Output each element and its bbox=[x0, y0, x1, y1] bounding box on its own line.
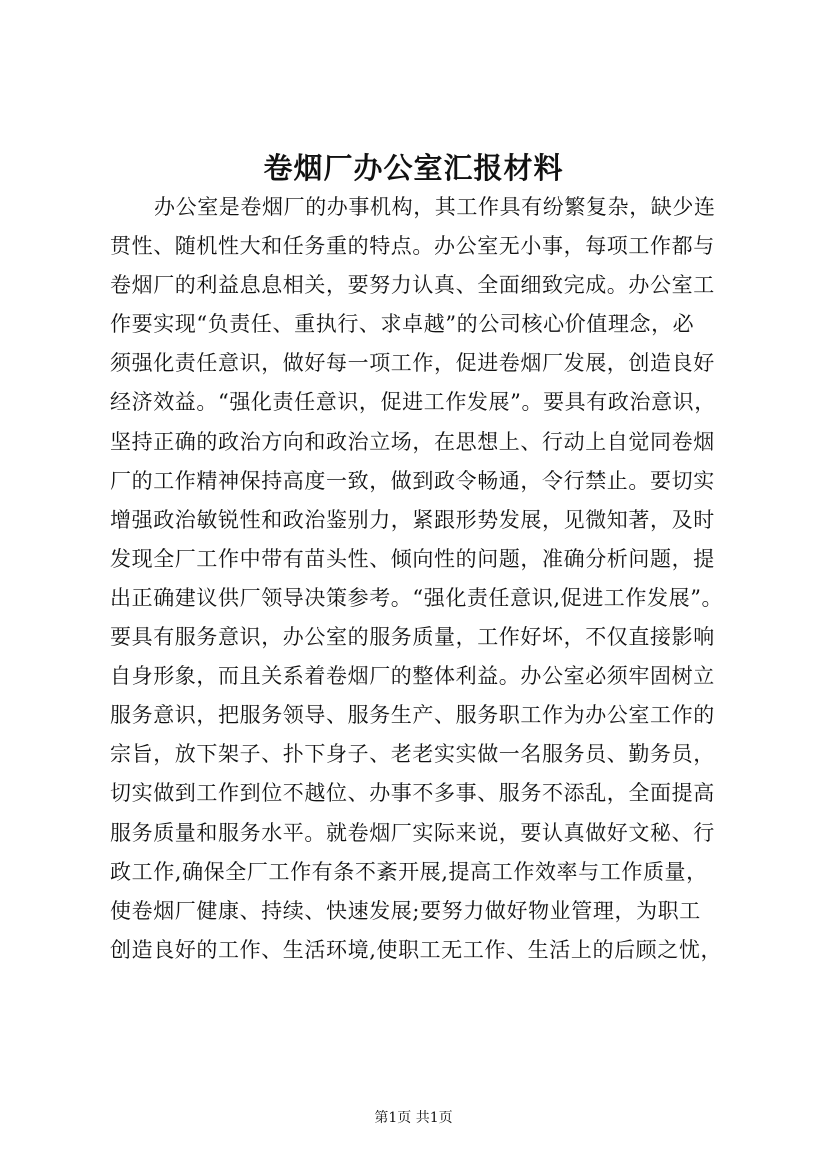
body-line: 厂的工作精神保持高度一致，做到政令畅通，令行禁止。要切实 bbox=[110, 468, 715, 493]
body-line: 增强政治敏锐性和政治鉴别力，紧跟形势发展，见微知著，及时 bbox=[110, 507, 715, 532]
body-line: 办公室是卷烟厂的办事机构，其工作具有纷繁复杂，缺少连 bbox=[154, 195, 716, 219]
document-title: 卷烟厂办公室汇报材料 bbox=[263, 151, 564, 185]
body-line: 出正确建议供厂领导决策参考。“强化责任意识,促进工作发展”。 bbox=[110, 585, 724, 610]
body-line: 发现全厂工作中带有苗头性、倾向性的问题，准确分析问题，提 bbox=[110, 546, 715, 571]
body-line: 作要实现“负责任、重执行、求卓越”的公司核心价值理念，必 bbox=[110, 312, 695, 337]
body-line: 服务质量和服务水平。就卷烟厂实际来说，要认真做好文秘、行 bbox=[110, 820, 715, 845]
body-line: 要具有服务意识，办公室的服务质量，工作好坏，不仅直接影响 bbox=[110, 625, 715, 650]
body-line: 坚持正确的政治方向和政治立场，在思想上、行动上自觉同卷烟 bbox=[110, 429, 715, 454]
body-line: 经济效益。“强化责任意识，促进工作发展”。要具有政治意识， bbox=[110, 390, 716, 415]
body-line: 创造良好的工作、生活环境,使职工无工作、生活上的后顾之忧， bbox=[110, 937, 723, 962]
body-line: 宗旨，放下架子、扑下身子、老老实实做一名服务员、勤务员， bbox=[110, 742, 715, 767]
body-line: 贯性、随机性大和任务重的特点。办公室无小事，每项工作都与 bbox=[110, 234, 715, 259]
body-line: 须强化责任意识，做好每一项工作，促进卷烟厂发展，创造良好 bbox=[110, 351, 715, 376]
body-line: 服务意识，把服务领导、服务生产、服务职工作为办公室工作的 bbox=[110, 703, 715, 728]
body-line: 使卷烟厂健康、持续、快速发展;要努力做好物业管理，为职工 bbox=[110, 898, 701, 923]
body-line: 自身形象，而且关系着卷烟厂的整体利益。办公室必须牢固树立 bbox=[110, 664, 715, 689]
body-line: 切实做到工作到位不越位、办事不多事、服务不添乱，全面提高 bbox=[110, 781, 715, 806]
document-body bbox=[110, 188, 730, 970]
page-number: 第1页 共1页 bbox=[374, 1110, 453, 1126]
body-line: 卷烟厂的利益息息相关，要努力认真、全面细致完成。办公室工 bbox=[110, 273, 715, 298]
body-line: 政工作,确保全厂工作有条不紊开展,提高工作效率与工作质量， bbox=[110, 859, 708, 884]
